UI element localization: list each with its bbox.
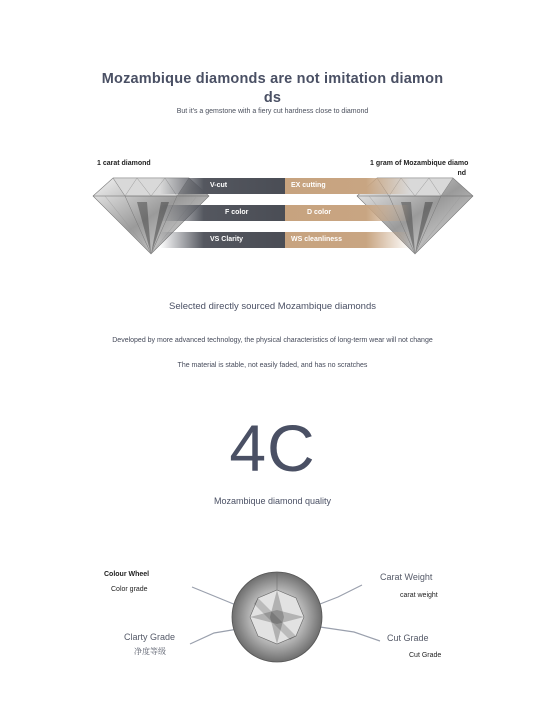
row-2-left-text: F color [225,209,249,216]
page-subtitle: But it's a gemstone with a fiery cut hardness close to diamond [176,108,369,115]
cut-grade-label: Cut Grade [387,633,429,643]
title-line-2: ds [263,90,282,106]
right-label-line-2: nd [457,170,466,177]
sourcing-line-2: The material is stable, not easily faded, and has no scratches [177,362,368,369]
sourcing-heading: Selected directly sourced Mozambique diamonds [169,301,376,312]
four-c-heading: 4C [229,411,316,485]
row-1-left-text: V-cut [210,182,228,189]
diamond-top-view-icon [230,570,324,664]
row-2-right-text: D color [307,209,332,216]
colour-wheel-label: Colour Wheel [104,571,150,578]
row-1-right-text: EX cutting [291,182,326,189]
title-line-1: Mozambique diamonds are not imitation diamon [101,71,444,87]
carat-weight-label: Carat Weight [380,572,433,582]
clarity-grade-cn-label: 净度等级 [134,647,166,656]
left-diamond-label: 1 carat diamond [97,160,151,167]
right-label-line-1: 1 gram of Mozambique diamo [370,160,469,167]
color-grade-label: Color grade [111,586,148,593]
four-c-subtitle: Mozambique diamond quality [213,496,332,506]
cut-grade-sub-label: Cut Grade [409,652,442,659]
carat-weight-sub-label: carat weight [400,592,438,599]
sourcing-line-1: Developed by more advanced technology, the physical characteristics of long-term wear will not change [112,337,433,344]
row-3-left-text: VS Clarity [210,236,244,243]
clarity-grade-label: Clarty Grade [124,632,176,642]
row-3-right-text: WS cleanliness [291,236,342,243]
